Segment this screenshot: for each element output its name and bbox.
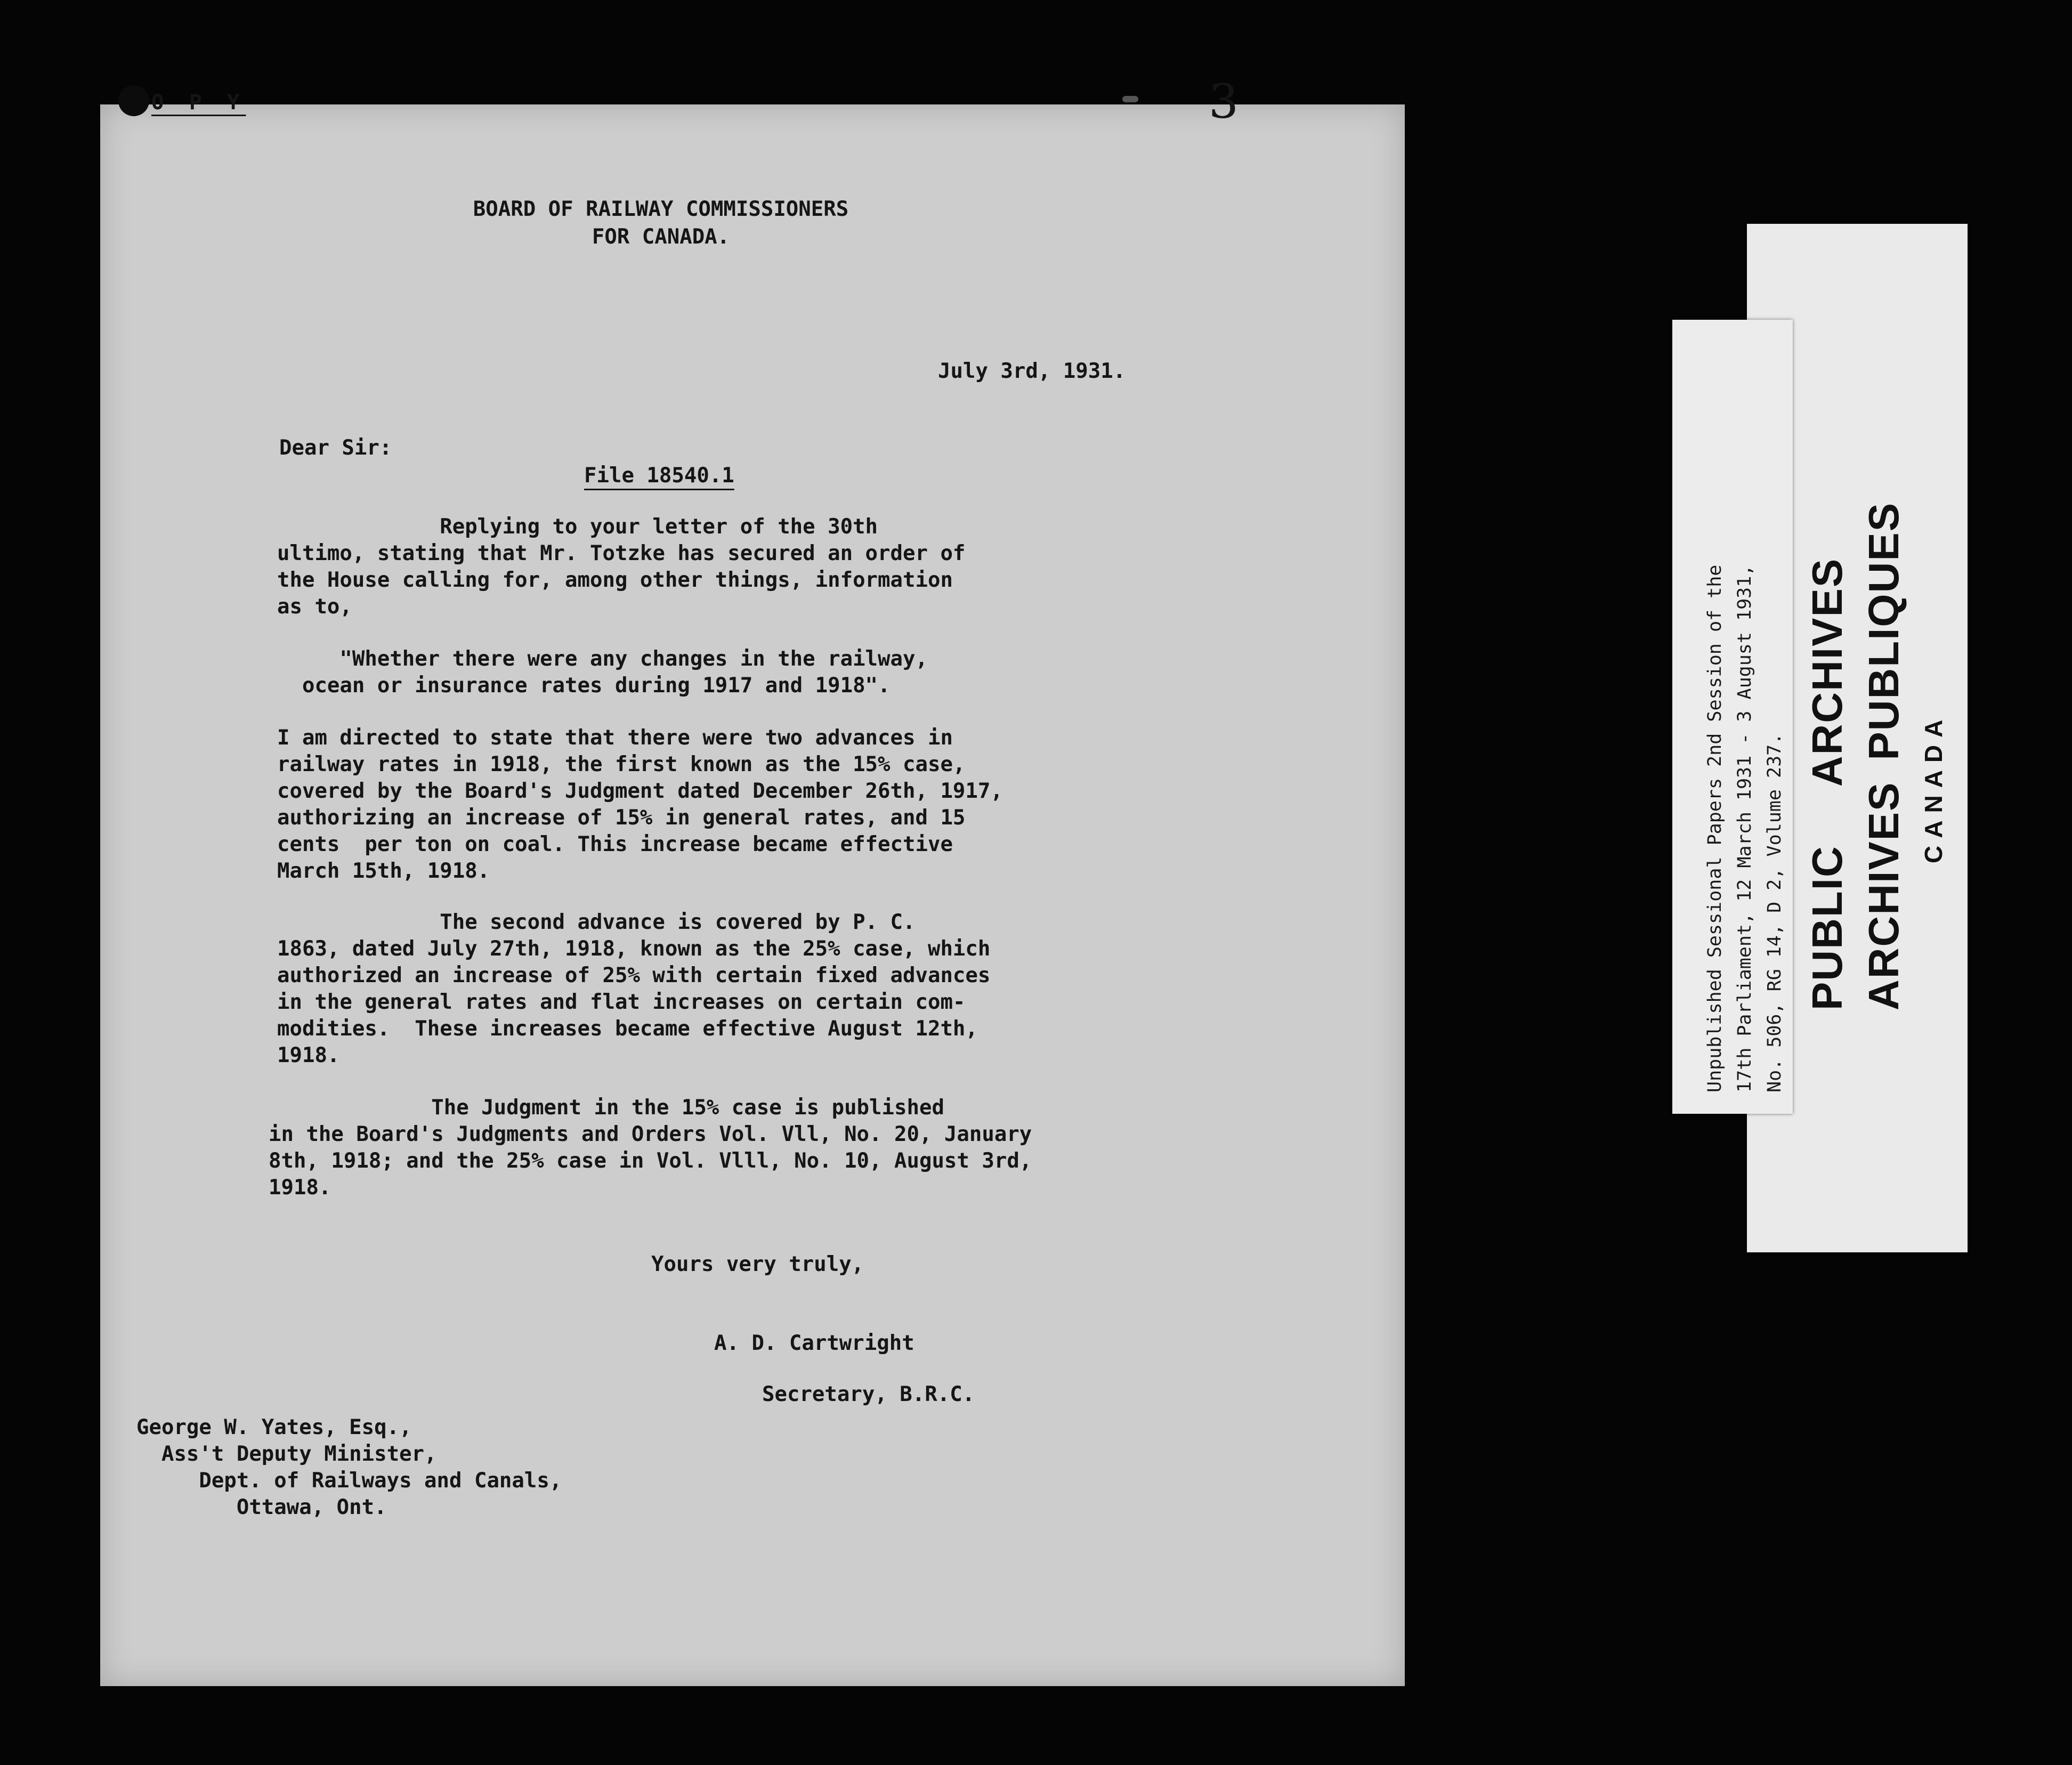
para1-line: ultimo, stating that Mr. Totzke has secured an order of (277, 541, 966, 565)
label-publiques: PUBLIQUES (1860, 501, 1907, 760)
archive-label-line1 (1803, 558, 1851, 1010)
para3-line: authorized an increase of 25% with certain fixed advances (277, 964, 991, 987)
signer-name: A. D. Cartwright (714, 1331, 914, 1355)
addressee-line: George W. Yates, Esq., (136, 1415, 412, 1439)
para1-line: Replying to your letter of the 30th (277, 515, 878, 539)
para4-line: The Judgment in the 15% case is published (269, 1096, 944, 1120)
letterhead-line1: BOARD OF RAILWAY COMMISSIONERS (473, 197, 849, 221)
para2-line: railway rates in 1918, the first known as the 15% case, (277, 752, 966, 776)
archive-label-line2 (1860, 502, 1908, 1010)
closing: Yours very truly, (651, 1252, 864, 1276)
archive-note-line: Unpublished Sessional Papers 2nd Session of the (1704, 564, 1726, 1092)
archive-label-canada: CANADA (1920, 712, 1947, 863)
para2-line: March 15th, 1918. (277, 859, 490, 883)
letter-date: July 3rd, 1931. (938, 359, 1126, 383)
addressee-line: Dept. of Railways and Canals, (136, 1469, 562, 1493)
para4-line: 8th, 1918; and the 25% case in Vol. Vlll, No. 10, August 3rd, (269, 1149, 1032, 1173)
addressee-line: Ass't Deputy Minister, (136, 1442, 437, 1466)
para2-line: authorizing an increase of 15% in general rates, and 15 (277, 806, 966, 830)
addressee-line: Ottawa, Ont. (136, 1495, 387, 1519)
para2-line: I am directed to state that there were two advances in (277, 726, 953, 750)
quote-line: ocean or insurance rates during 1917 and 1918". (277, 674, 891, 698)
archive-note (1700, 346, 1790, 1092)
archive-note-line: 17th Parliament, 12 March 1931 - 3 August 1931, (1734, 564, 1755, 1092)
para1-line: as to, (277, 595, 352, 619)
label-archives: ARCHIVES (1803, 557, 1851, 787)
para3-line: modities. These increases became effective August 12th, (277, 1017, 978, 1041)
archive-note-line: No. 506, RG 14, D 2, Volume 237. (1764, 733, 1785, 1092)
ink-smudge (1122, 96, 1138, 102)
letterhead-line2: FOR CANADA. (592, 225, 730, 249)
copy-stamp-dot (118, 85, 149, 116)
label-public: PUBLIC (1803, 845, 1851, 1010)
para3-line: 1863, dated July 27th, 1918, known as the 25% case, which (277, 937, 991, 961)
signer-title: Secretary, B.R.C. (762, 1382, 975, 1406)
para2-line: covered by the Board's Judgment dated December 26th, 1917, (277, 779, 1003, 803)
para3-line: 1918. (277, 1043, 340, 1067)
para3-line: The second advance is covered by P. C. (277, 910, 916, 934)
copy-label: O P Y (151, 91, 246, 115)
file-reference: File 18540.1 (584, 464, 734, 488)
para1-line: the House calling for, among other things, information (277, 568, 953, 592)
salutation: Dear Sir: (279, 436, 392, 460)
para4-line: in the Board's Judgments and Orders Vol. Vll, No. 20, January (269, 1122, 1032, 1146)
para3-line: in the general rates and flat increases on certain com- (277, 990, 966, 1014)
quote-line: "Whether there were any changes in the railway, (277, 647, 928, 671)
para2-line: cents per ton on coal. This increase became effective (277, 832, 953, 856)
para4-line: 1918. (269, 1176, 331, 1200)
label-archives-fr: ARCHIVES (1860, 781, 1907, 1010)
page-number: 3 (1209, 74, 1239, 129)
